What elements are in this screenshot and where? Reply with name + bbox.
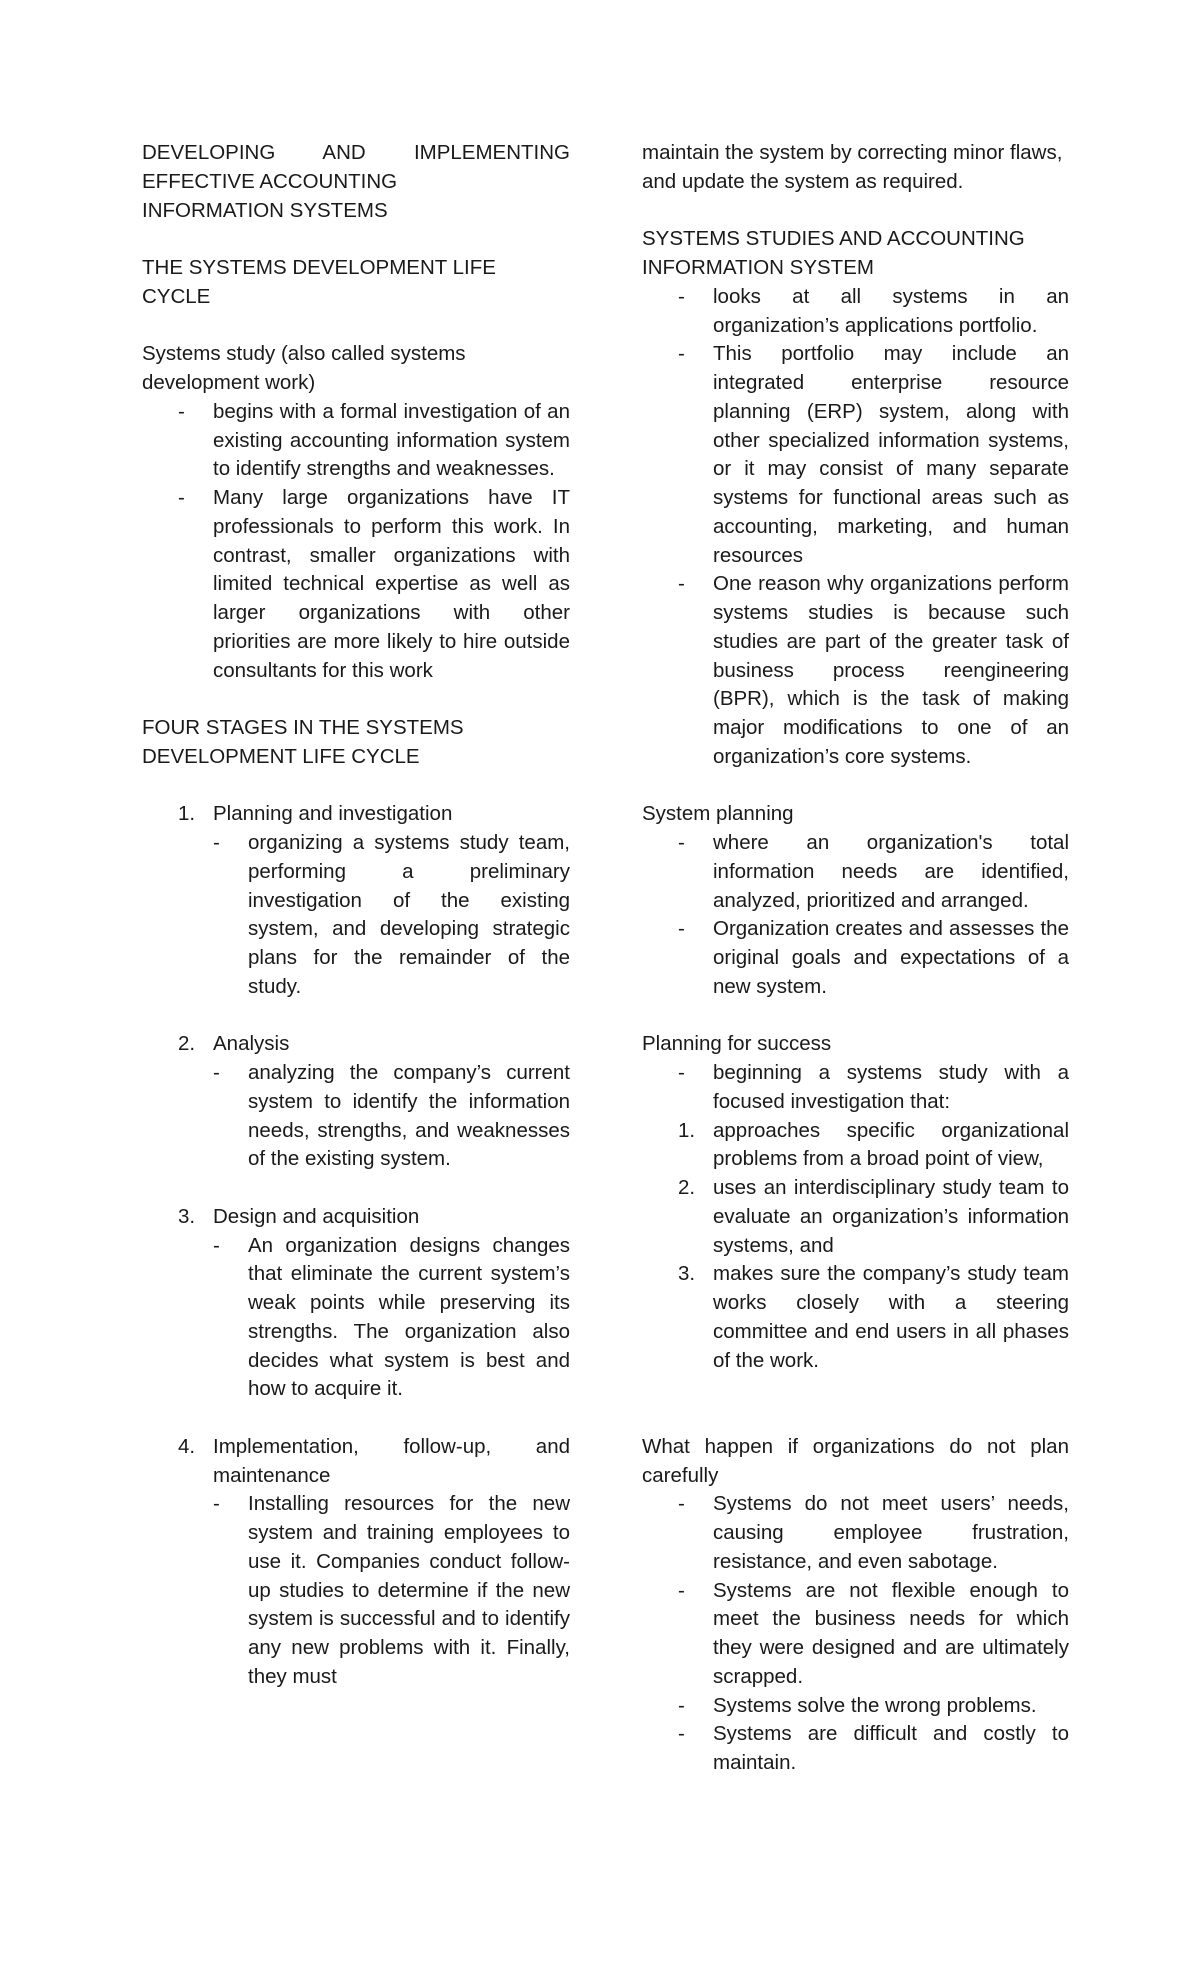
studies-heading-line-1: SYSTEMS STUDIES AND ACCOUNTING [642, 227, 1025, 251]
list-item: - beginning a systems study with a focused investigation that: [678, 1061, 1069, 1113]
systems-study-list [142, 398, 570, 686]
careful-planning-list [642, 1490, 1069, 1778]
stage-description: Installing resources for the new system and training employees to use it. Companies conduct follow-up studies to determine if the new system is successful and to identify any new problems with it. Finally, they must [248, 1492, 570, 1688]
four-stages-heading: FOUR STAGES IN THE SYSTEMS DEVELOPMENT LIFE CYCLE [142, 716, 464, 768]
system-planning-list [642, 829, 1069, 1002]
stage-title: Implementation, follow-up, and maintenance [213, 1434, 570, 1487]
list-item: - Systems solve the wrong problems. [678, 1693, 1037, 1717]
stage-title: Design and acquisition [213, 1204, 420, 1228]
stage-item: 2. Analysis - analyzing the company’s current system to identify the information needs, strengths, and weaknesses of the existing system. [178, 1032, 570, 1171]
stage-item: 1. Planning and investigation - organizing a systems study team, performing a preliminary investigation of the existing system, and developing strategic plans for the remainder of the study. [178, 802, 570, 998]
stage-description: organizing a systems study team, performing a preliminary investigation of the existing system, and developing strategic plans for the remainder of the study. [248, 831, 570, 998]
left-column [142, 139, 570, 1692]
stage-title: Analysis [213, 1032, 290, 1056]
success-numbered-list [642, 1117, 1069, 1376]
stage-description: analyzing the company’s current system to identify the information needs, strengths, and weaknesses of the existing system. [248, 1061, 570, 1171]
list-item: - This portfolio may include an integrated enterprise resource planning (ERP) system, along with other specialized information systems, or it may consist of many separate systems for functional areas such as accounting, marketing, and human resources [678, 342, 1069, 567]
stage-item: 3. Design and acquisition - An organization designs changes that eliminate the current system’s weak points while preserving its strengths. The organization also decides what system is best and how to acquire it. [178, 1204, 570, 1401]
list-item: - where an organization's total information needs are identified, analyzed, prioritized and arranged. [678, 831, 1069, 912]
careful-planning-heading: What happen if organizations do not plan carefully [642, 1434, 1069, 1487]
sdlc-heading-line-1: THE SYSTEMS DEVELOPMENT LIFE [142, 256, 496, 279]
systems-study-heading: Systems study (also called systems development work) [142, 342, 466, 394]
document-title-line-2: INFORMATION SYSTEMS [142, 198, 388, 222]
planning-for-success-list [642, 1059, 1069, 1117]
list-item: 1. approaches specific organizational problems from a broad point of view, [678, 1118, 1069, 1171]
list-item: - Many large organizations have IT professionals to perform this work. In contrast, smaller organizations with limited technical expertise as well as larger organizations with other priorities are more likely to hire outside consultants for this work [178, 486, 570, 682]
system-planning-heading: System planning [642, 802, 794, 826]
right-column [642, 139, 1069, 1778]
stages-list [142, 800, 570, 1691]
list-item: - begins with a formal investigation of an existing accounting information system to identify strengths and weaknesses. [178, 399, 570, 481]
list-item: - Organization creates and assesses the original goals and expectations of a new system. [678, 917, 1069, 998]
list-item: - Systems are difficult and costly to maintain. [678, 1722, 1069, 1774]
list-item: - One reason why organizations perform systems studies is because such studies are part of the greater task of business process reengineering (BPR), which is the task of making major modifications to one of an organization’s core systems. [678, 572, 1069, 768]
planning-for-success-heading: Planning for success [642, 1032, 832, 1056]
list-item: - looks at all systems in an organization’s applications portfolio. [678, 284, 1069, 337]
list-item: - Systems are not flexible enough to meet the business needs for which they were designed and are ultimately scrapped. [678, 1578, 1069, 1688]
list-item: 3. makes sure the company’s study team works closely with a steering committee and end users in all phases of the work. [678, 1262, 1069, 1372]
stage-item: 4. Implementation, follow-up, and maintenance - Installing resources for the new system and training employees to use it. Companies conduct follow-up studies to determine if the new system is successful and to identify any new problems with it. Finally, they must [178, 1434, 570, 1688]
sdlc-heading-line-2: CYCLE [142, 284, 211, 308]
stage-title: Planning and investigation [213, 802, 453, 826]
list-item: - Systems do not meet users’ needs, causing employee frustration, resistance, and even sabotage. [678, 1492, 1069, 1573]
list-item: 2. uses an interdisciplinary study team to evaluate an organization’s information systems, and [678, 1176, 1069, 1257]
studies-list [642, 283, 1069, 772]
stage-description: An organization designs changes that eliminate the current system’s weak points while preserving its strengths. The organization also decides what system is best and how to acquire it. [248, 1233, 570, 1401]
continuation-text: maintain the system by correcting minor flaws, and update the system as required. [642, 141, 1063, 193]
document-title-line-1: DEVELOPING AND IMPLEMENTING EFFECTIVE ACCOUNTING [142, 141, 570, 193]
studies-heading-line-2: INFORMATION SYSTEM [642, 256, 874, 279]
